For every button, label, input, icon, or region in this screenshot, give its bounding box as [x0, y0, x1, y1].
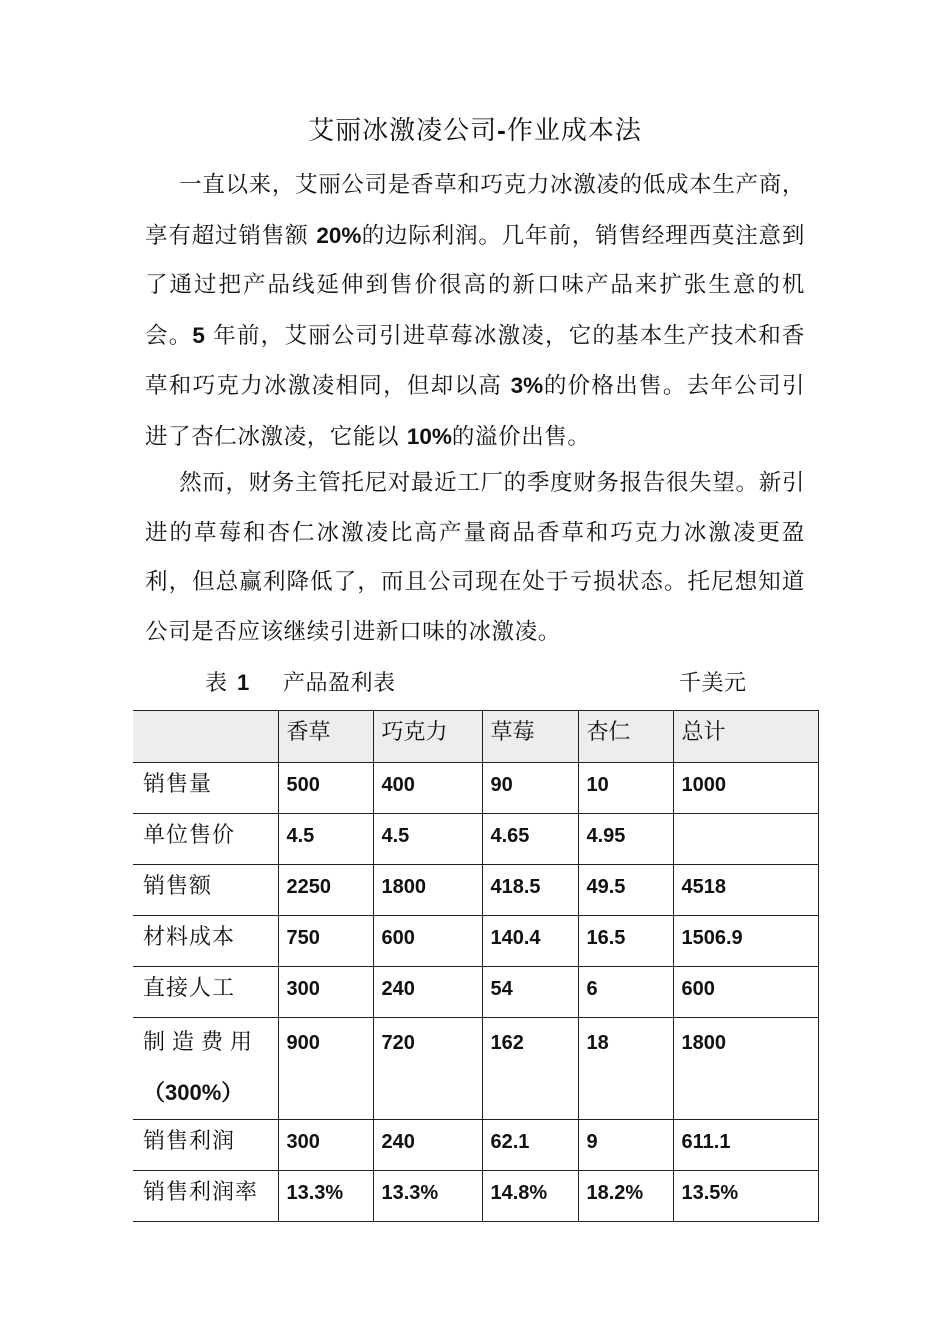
table-row [133, 916, 818, 967]
product-profit-table [133, 710, 819, 1222]
title-sub: 作业成本法 [506, 116, 642, 146]
text-run: 一直以来，艾丽公司是香草和巧克力冰激凌的低成本生产商，享有超过销售额 [145, 172, 805, 249]
table-caption-title: 产品盈利表 [283, 671, 396, 696]
table-cell: 750 [278, 916, 373, 967]
table-cell: 10 [578, 763, 673, 814]
table-cell: 13.5% [673, 1171, 818, 1222]
table-cell: 1000 [673, 763, 818, 814]
table-header-cell: 草莓 [482, 711, 578, 763]
text-run: 的价格出售。去年公司引进了杏仁冰激凌，它能以 [145, 373, 805, 450]
table-row [133, 1018, 818, 1120]
table-cell: 49.5 [578, 865, 673, 916]
table-cell: 4.95 [578, 814, 673, 865]
table-cell: 300 [278, 967, 373, 1018]
inline-number: 10% [406, 423, 452, 449]
table-cell: 500 [278, 763, 373, 814]
table-cell: 600 [373, 916, 482, 967]
table-cell: 6 [578, 967, 673, 1018]
row-label-text: 制造费用 [143, 1030, 260, 1055]
paragraph-1-text [145, 172, 805, 450]
caption-prefix: 表 [205, 671, 228, 696]
table-cell: 54 [482, 967, 578, 1018]
table-row [133, 967, 818, 1018]
title-main: 艾丽冰激凌公司 [308, 116, 498, 146]
table-caption-label [205, 666, 249, 697]
row-label: 直接人工 [133, 967, 278, 1018]
inline-number: 5 [192, 322, 205, 348]
table-cell: 4.5 [373, 814, 482, 865]
row-label: 销售利润率 [133, 1171, 278, 1222]
table-header-cell: 总计 [673, 711, 818, 763]
row-label: 材料成本 [133, 916, 278, 967]
inline-number: 3% [510, 373, 544, 398]
text-run: 的溢价出售。 [451, 423, 591, 450]
row-label: 销售额 [133, 865, 278, 916]
caption-number: 1 [237, 670, 250, 695]
row-label: 销售量 [133, 763, 278, 814]
table-cell: 611.1 [673, 1120, 818, 1171]
row-label-suffix: （300%） [143, 1080, 244, 1105]
title-dash: - [497, 115, 507, 145]
table-row [133, 763, 818, 814]
inline-number: 20% [316, 222, 362, 248]
row-label [133, 1018, 278, 1120]
table-cell: 14.8% [482, 1171, 578, 1222]
table-cell: 1800 [373, 865, 482, 916]
table-cell: 18.2% [578, 1171, 673, 1222]
table-cell: 13.3% [373, 1171, 482, 1222]
paragraph-2-text: 然而，财务主管托尼对最近工厂的季度财务报告很失望。新引进的草莓和杏仁冰激凌比高产量商品香草和巧克力冰激凌更盈利，但总赢利降低了，而且公司现在处于亏损状态。托尼想知道公司是否应该继续引进新口味的冰激凌。 [145, 470, 805, 645]
paragraph-2 [145, 459, 805, 657]
table-cell: 4518 [673, 865, 818, 916]
row-label: 销售利润 [133, 1120, 278, 1171]
text-run: 的边际利润。几年前，销售经理西莫注意到了通过把产品线延伸到售价很高的新口味产品来扩张生意的机会。 [145, 222, 805, 349]
table-row [133, 1120, 818, 1171]
table-cell: 240 [373, 1120, 482, 1171]
table-cell: 140.4 [482, 916, 578, 967]
table-cell: 162 [482, 1018, 578, 1120]
table-header-cell: 香草 [278, 711, 373, 763]
table-cell: 300 [278, 1120, 373, 1171]
table-cell: 1506.9 [673, 916, 818, 967]
table-row [133, 814, 818, 865]
table-cell: 1800 [673, 1018, 818, 1120]
table-cell: 9 [578, 1120, 673, 1171]
table-cell: 16.5 [578, 916, 673, 967]
table-cell: 240 [373, 967, 482, 1018]
document-title [0, 110, 950, 147]
text-run: 年前，艾丽公司引进草莓冰激凌，它的基本生产技术和香草和巧克力冰激凌相同，但却以高 [145, 322, 805, 399]
table-row [133, 1171, 818, 1222]
table-cell: 13.3% [278, 1171, 373, 1222]
table-cell [673, 814, 818, 865]
table-cell: 4.65 [482, 814, 578, 865]
table-cell: 4.5 [278, 814, 373, 865]
table-cell: 90 [482, 763, 578, 814]
table-cell: 18 [578, 1018, 673, 1120]
table-header-cell: 巧克力 [373, 711, 482, 763]
paragraph-1 [145, 161, 805, 462]
table-cell: 418.5 [482, 865, 578, 916]
table-header-row [133, 711, 818, 763]
table-cell: 62.1 [482, 1120, 578, 1171]
table-cell: 400 [373, 763, 482, 814]
table-unit: 千美元 [679, 671, 747, 696]
table-cell: 600 [673, 967, 818, 1018]
table-header-cell: 杏仁 [578, 711, 673, 763]
table-cell: 720 [373, 1018, 482, 1120]
table-row [133, 865, 818, 916]
table-cell: 900 [278, 1018, 373, 1120]
table-cell: 2250 [278, 865, 373, 916]
table-header-cell [133, 711, 278, 763]
row-label: 单位售价 [133, 814, 278, 865]
